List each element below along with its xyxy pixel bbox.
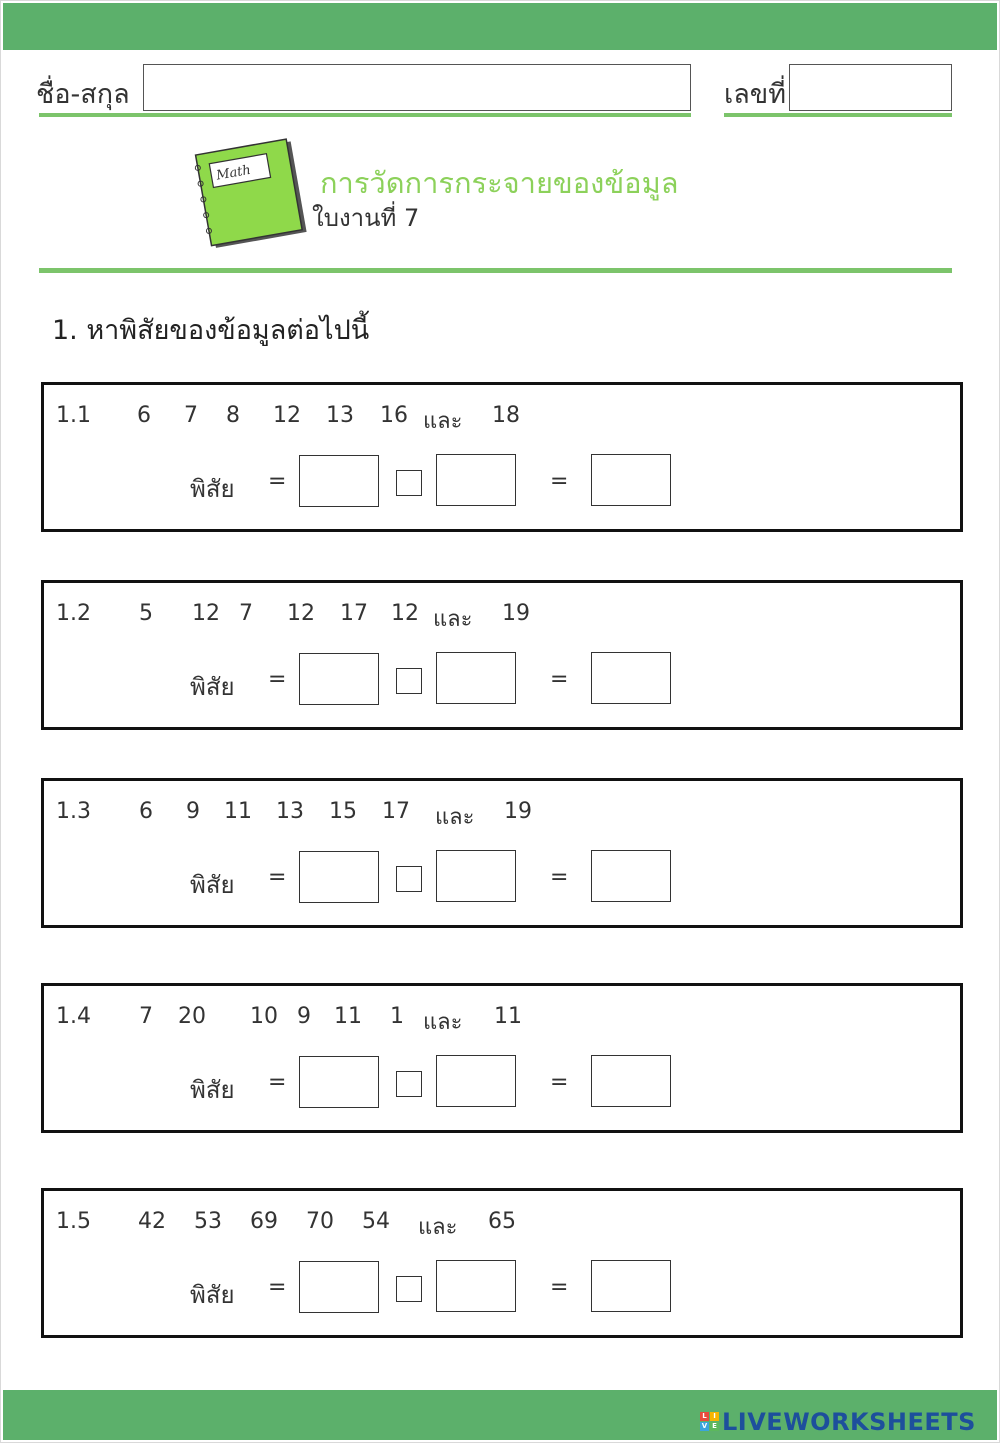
equals-sign: =	[550, 667, 569, 692]
question-heading: 1. หาพิสัยของข้อมูลต่อไปนี้	[52, 315, 370, 346]
data-value: 13	[276, 799, 304, 824]
max-value-input[interactable]	[299, 455, 379, 507]
liveworksheets-logo	[700, 1408, 976, 1436]
data-value: 12	[192, 601, 220, 626]
range-answer-input[interactable]	[591, 1260, 671, 1312]
operator-input[interactable]	[396, 668, 422, 694]
operator-input[interactable]	[396, 866, 422, 892]
operator-input[interactable]	[396, 1071, 422, 1097]
range-label: พิสัย	[190, 475, 235, 503]
min-value-input[interactable]	[436, 850, 516, 902]
data-value: 42	[138, 1209, 166, 1234]
logo-text: LIVEWORKSHEETS	[722, 1408, 976, 1436]
equals-sign: =	[268, 1275, 287, 1300]
data-value: 7	[139, 1004, 153, 1029]
min-value-input[interactable]	[436, 1055, 516, 1107]
data-value: 11	[224, 799, 252, 824]
data-value: 12	[287, 601, 315, 626]
equals-sign: =	[268, 667, 287, 692]
math-notebook-icon	[193, 137, 311, 249]
data-value: 11	[334, 1004, 362, 1029]
and-word: และ	[435, 805, 475, 830]
data-value: 17	[382, 799, 410, 824]
data-value: 17	[340, 601, 368, 626]
data-value: 9	[186, 799, 200, 824]
item-number: 1.4	[56, 1004, 91, 1029]
operator-input[interactable]	[396, 470, 422, 496]
range-label: พิสัย	[190, 1076, 235, 1104]
exercise-item	[41, 1188, 963, 1338]
exercise-item	[41, 580, 963, 730]
data-value-last: 18	[492, 403, 520, 428]
data-value: 6	[139, 799, 153, 824]
and-word: และ	[423, 1010, 463, 1035]
data-value: 7	[184, 403, 198, 428]
worksheet-title: การวัดการกระจายของข้อมูล	[320, 166, 679, 200]
equals-sign: =	[550, 469, 569, 494]
max-value-input[interactable]	[299, 653, 379, 705]
number-input[interactable]	[789, 64, 952, 111]
data-value: 20	[178, 1004, 206, 1029]
data-value: 9	[297, 1004, 311, 1029]
equals-sign: =	[268, 469, 287, 494]
and-word: และ	[433, 607, 473, 632]
data-value: 5	[139, 601, 153, 626]
data-value: 1	[390, 1004, 404, 1029]
data-value-last: 19	[502, 601, 530, 626]
exercise-item	[41, 983, 963, 1133]
operator-input[interactable]	[396, 1276, 422, 1302]
equals-sign: =	[268, 1070, 287, 1095]
min-value-input[interactable]	[436, 652, 516, 704]
equals-sign: =	[550, 865, 569, 890]
range-label: พิสัย	[190, 673, 235, 701]
name-underline	[39, 113, 691, 117]
range-answer-input[interactable]	[591, 850, 671, 902]
data-value: 6	[137, 403, 151, 428]
data-value-last: 19	[504, 799, 532, 824]
exercise-item	[41, 778, 963, 928]
range-answer-input[interactable]	[591, 1055, 671, 1107]
data-value: 12	[391, 601, 419, 626]
data-value: 13	[326, 403, 354, 428]
equals-sign: =	[550, 1070, 569, 1095]
equals-sign: =	[268, 865, 287, 890]
number-label: เลขที่	[724, 79, 787, 110]
equals-sign: =	[550, 1275, 569, 1300]
data-value: 54	[362, 1209, 390, 1234]
data-value-last: 11	[494, 1004, 522, 1029]
min-value-input[interactable]	[436, 1260, 516, 1312]
range-label: พิสัย	[190, 1281, 235, 1309]
range-answer-input[interactable]	[591, 454, 671, 506]
data-value: 12	[273, 403, 301, 428]
and-word: และ	[423, 409, 463, 434]
notebook-label: Math	[215, 162, 253, 184]
data-value: 8	[226, 403, 240, 428]
min-value-input[interactable]	[436, 454, 516, 506]
max-value-input[interactable]	[299, 1261, 379, 1313]
data-value: 15	[329, 799, 357, 824]
worksheet-number: ใบงานที่ 7	[312, 204, 420, 232]
logo-cube-icon: L I V E	[700, 1412, 720, 1432]
max-value-input[interactable]	[299, 851, 379, 903]
item-number: 1.5	[56, 1209, 91, 1234]
range-answer-input[interactable]	[591, 652, 671, 704]
exercise-item	[41, 382, 963, 532]
title-divider	[39, 268, 952, 273]
range-label: พิสัย	[190, 871, 235, 899]
max-value-input[interactable]	[299, 1056, 379, 1108]
data-value: 7	[239, 601, 253, 626]
item-number: 1.3	[56, 799, 91, 824]
data-value: 16	[380, 403, 408, 428]
top-banner	[3, 3, 997, 50]
and-word: และ	[418, 1215, 458, 1240]
item-number: 1.1	[56, 403, 91, 428]
name-input[interactable]	[143, 64, 691, 111]
data-value: 10	[250, 1004, 278, 1029]
data-value: 53	[194, 1209, 222, 1234]
data-value-last: 65	[488, 1209, 516, 1234]
data-value: 70	[306, 1209, 334, 1234]
item-number: 1.2	[56, 601, 91, 626]
name-label: ชื่อ-สกุล	[36, 79, 130, 110]
data-value: 69	[250, 1209, 278, 1234]
number-underline	[724, 113, 952, 117]
